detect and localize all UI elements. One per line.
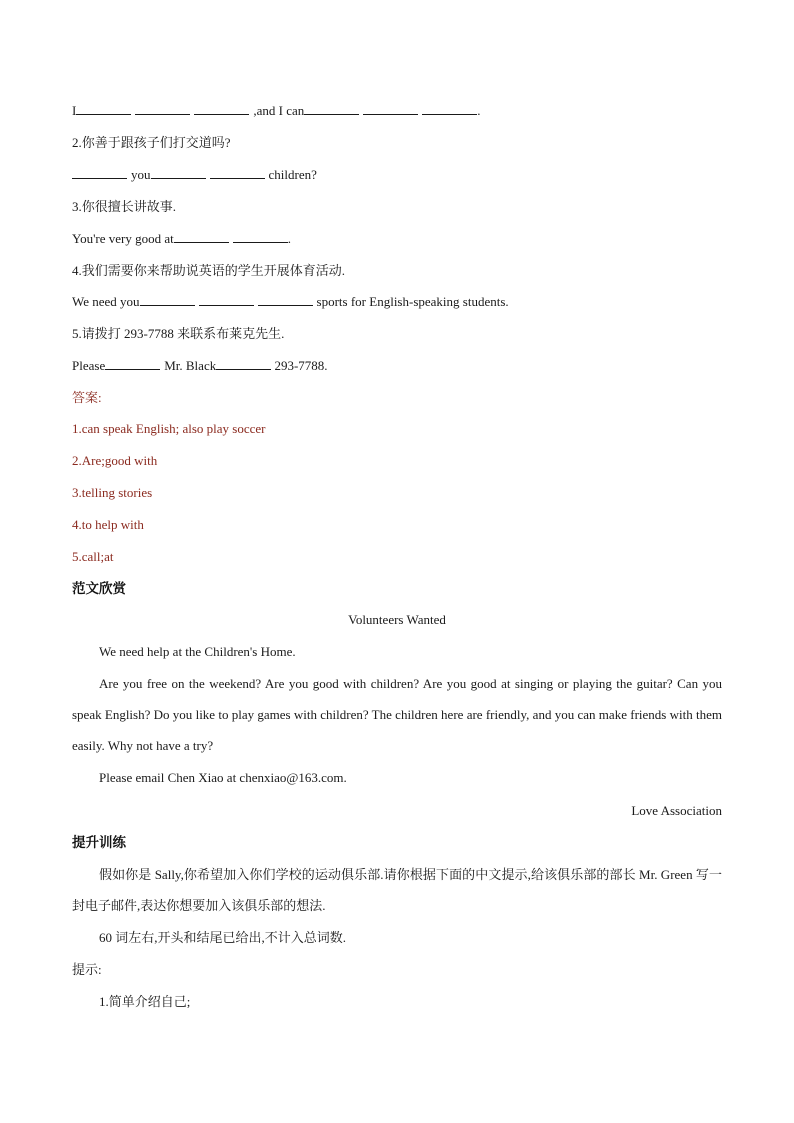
blank xyxy=(194,102,249,115)
question-4-english xyxy=(72,293,509,311)
line1-prefix: I xyxy=(72,103,77,118)
q2-end: children? xyxy=(268,167,317,182)
hint-item-1: 1.简单介绍自己; xyxy=(99,994,191,1009)
blank xyxy=(151,166,206,179)
question-3-english xyxy=(72,230,291,248)
answer-item: 5.call;at xyxy=(72,549,114,564)
section-heading-practice: 提升训练 xyxy=(72,835,126,850)
blank xyxy=(422,102,477,115)
practice-paragraph-1: 假如你是 Sally,你希望加入你们学校的运动俱乐部.请你根据下面的中文提示,给该俱乐部的部长 Mr. Green 写一封电子邮件,表达你想要加入该俱乐部的想法. xyxy=(72,867,722,913)
essay-signature: Love Association xyxy=(631,803,722,818)
question-5-english xyxy=(72,357,328,375)
q4-end: sports for English-speaking students. xyxy=(316,294,509,309)
q3-prefix: You're very good at xyxy=(72,231,174,246)
blank xyxy=(135,102,190,115)
blank xyxy=(105,357,160,370)
blank xyxy=(174,230,229,243)
section-heading-model-essay: 范文欣赏 xyxy=(72,581,126,596)
essay-paragraph-1: We need help at the Children's Home. xyxy=(99,644,296,659)
answer-item: 3.telling stories xyxy=(72,485,153,500)
blank xyxy=(216,357,271,370)
line1-end: . xyxy=(477,103,481,118)
essay-title: Volunteers Wanted xyxy=(348,612,446,627)
q5-end: 293-7788. xyxy=(271,358,328,373)
blank xyxy=(140,293,195,306)
practice-paragraph-2: 60 词左右,开头和结尾已给出,不计入总词数. xyxy=(99,930,347,945)
blank xyxy=(199,293,254,306)
essay-paragraph-2: Are you free on the weekend? Are you good with children? Are you good at singing or playing the guitar? Can you speak English? Do you like to play games with children? The children here are friendly, and you can make friends with them easily. Why not have a try? xyxy=(72,676,722,753)
q5-middle: Mr. Black xyxy=(164,358,217,373)
question-2-english xyxy=(72,166,317,184)
answer-item: 2.Are;good with xyxy=(72,453,158,468)
essay-paragraph-3: Please email Chen Xiao at chenxiao@163.com. xyxy=(99,770,347,785)
question-2-chinese: 2.你善于跟孩子们打交道吗? xyxy=(72,135,231,150)
blank xyxy=(363,102,418,115)
q3-end: . xyxy=(287,231,292,246)
blank xyxy=(76,102,131,115)
q2-word: you xyxy=(131,167,151,182)
hint-label: 提示: xyxy=(72,962,102,977)
blank xyxy=(233,230,288,243)
q4-prefix: We need you xyxy=(72,294,140,309)
answers-label: 答案: xyxy=(72,390,102,405)
answer-item: 4.to help with xyxy=(72,517,144,532)
answer-item: 1.can speak English; also play soccer xyxy=(72,421,266,436)
blank xyxy=(210,166,265,179)
q5-prefix: Please xyxy=(72,358,106,373)
question-3-chinese: 3.你很擅长讲故事. xyxy=(72,199,177,214)
question-5-chinese: 5.请拨打 293-7788 来联系布莱克先生. xyxy=(72,326,285,341)
blank xyxy=(72,166,127,179)
question-4-chinese: 4.我们需要你来帮助说英语的学生开展体育活动. xyxy=(72,263,346,278)
blank xyxy=(304,102,359,115)
line1-middle: ,and I can xyxy=(253,103,305,118)
exercise-line-1 xyxy=(72,102,480,120)
blank xyxy=(258,293,313,306)
